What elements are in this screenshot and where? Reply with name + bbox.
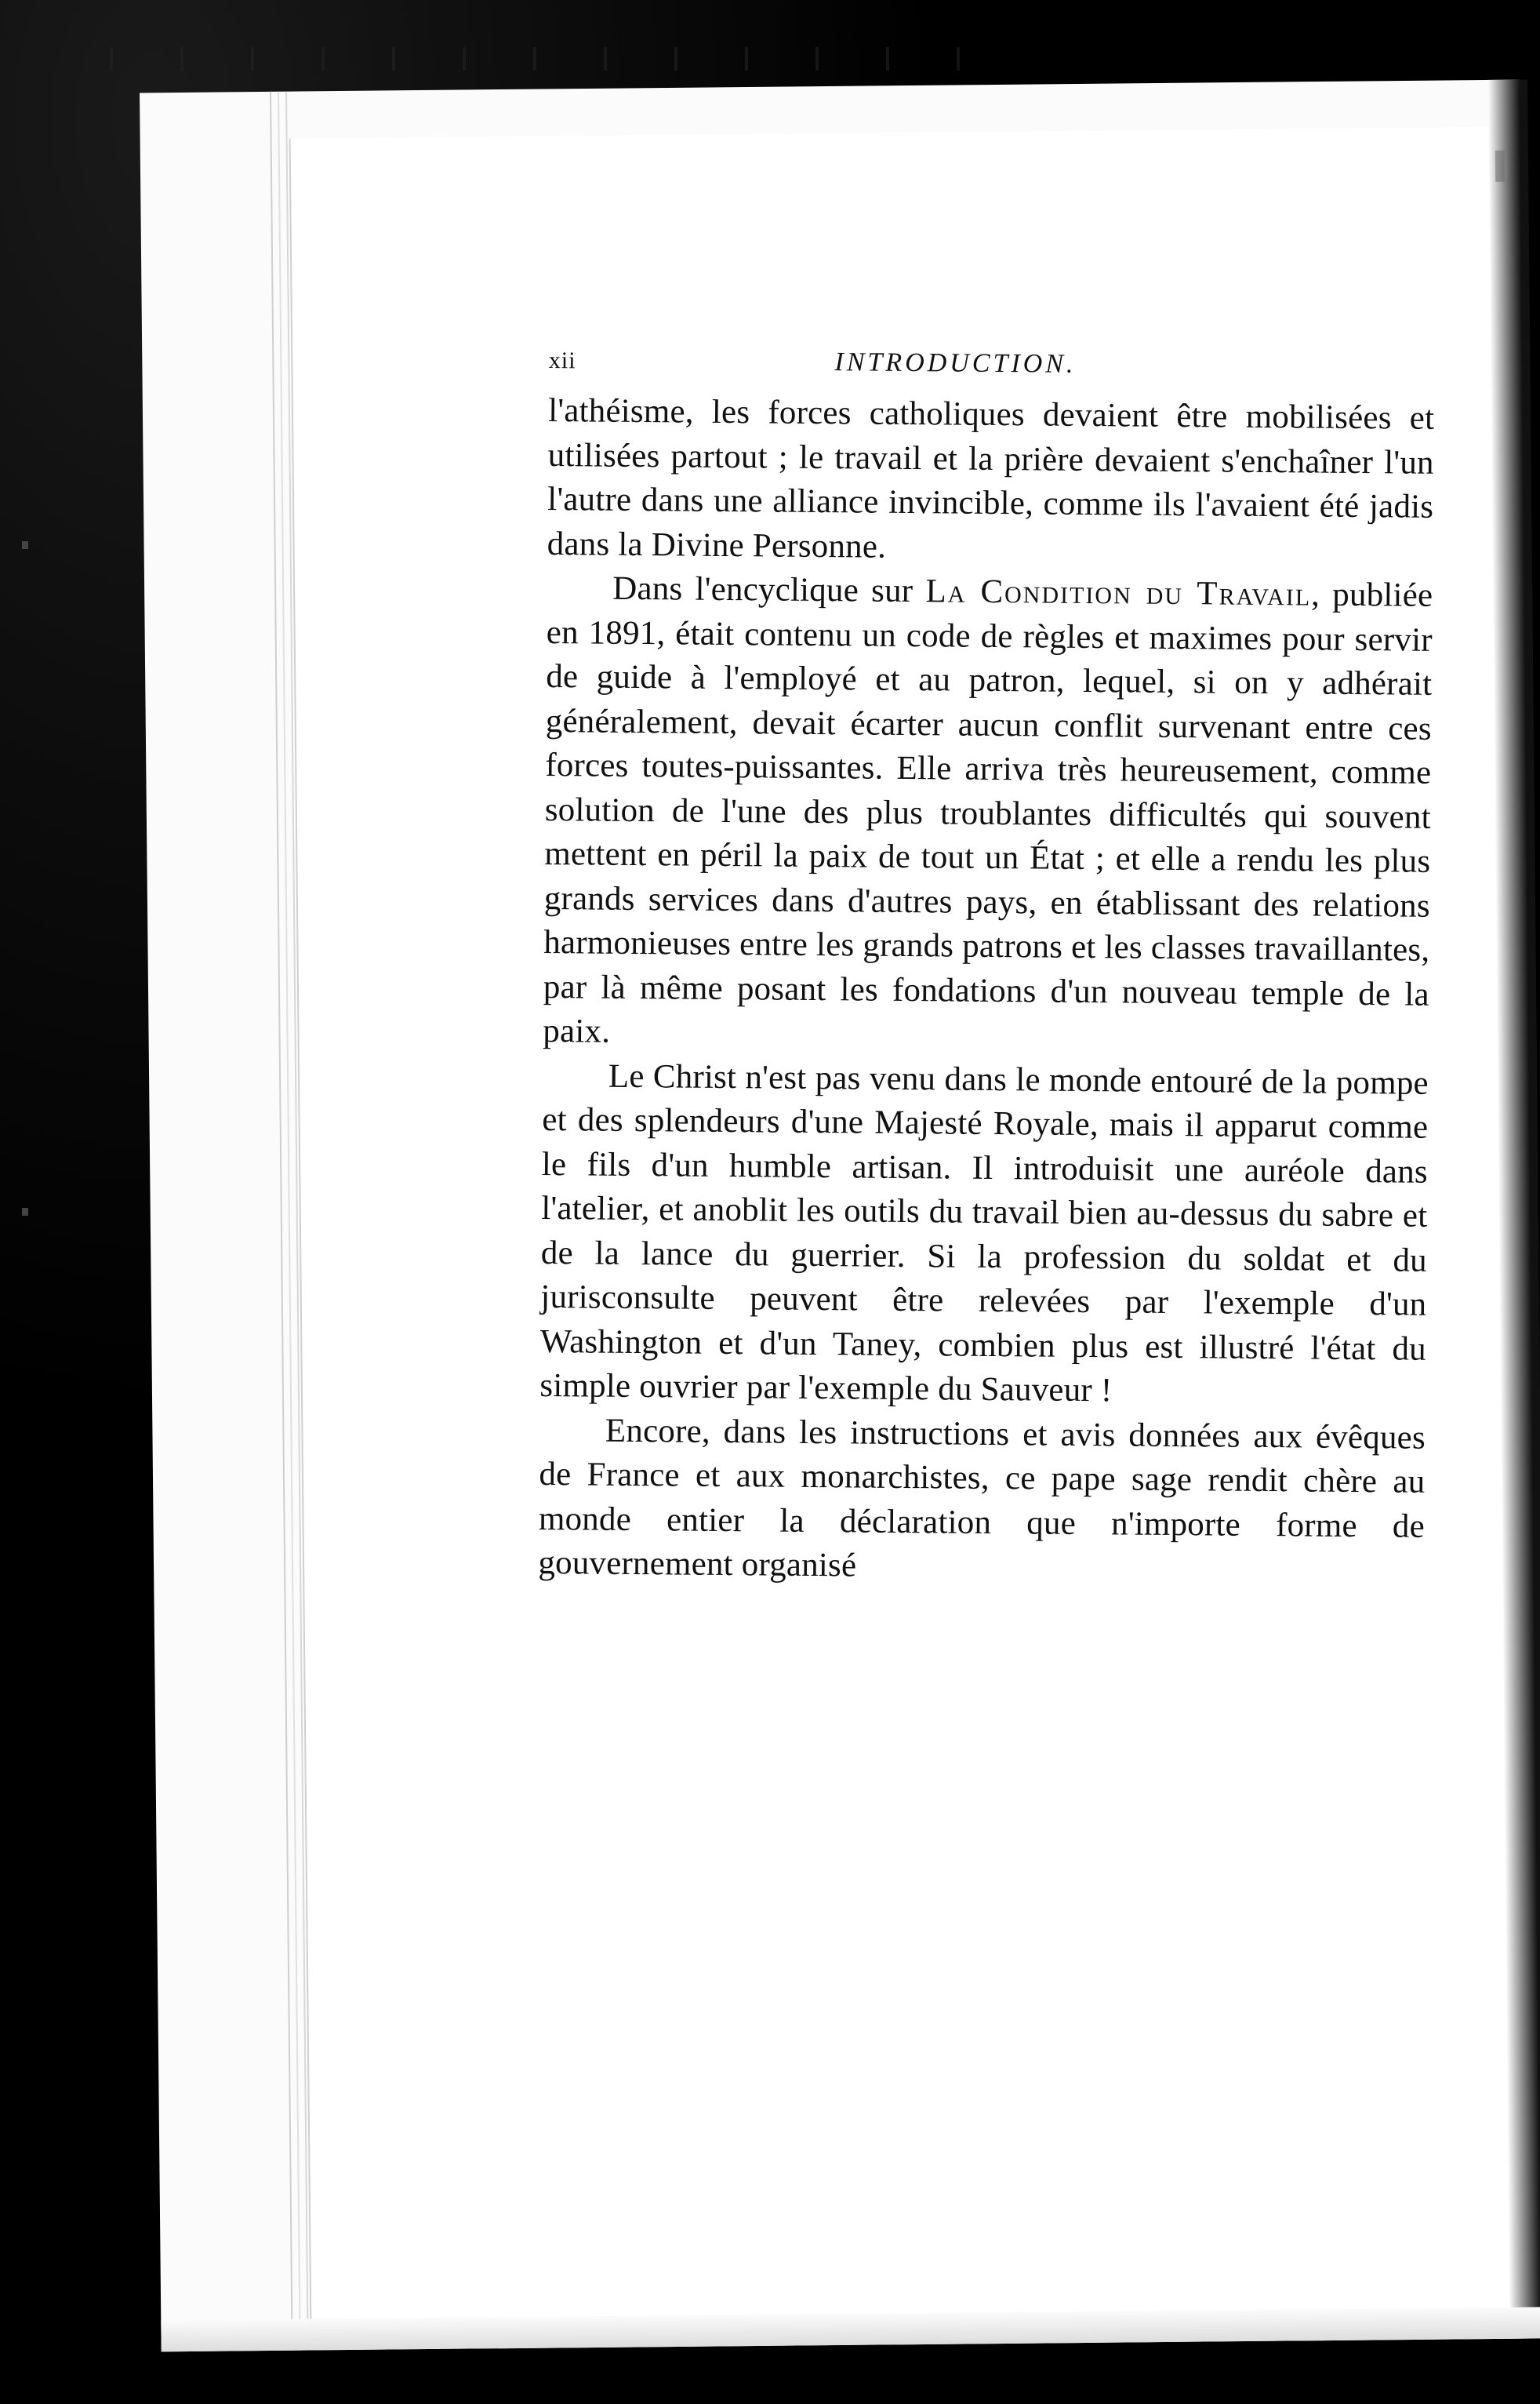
paragraph-text: Le Christ n'est pas venu dans le monde entouré de la pompe et des splendeurs d'une Majesté Royale, mais il apparut comme le fils d'un humble artisan. Il introduisit une auréole dans l'atelier, et anoblit les outils du travail bien au-dessus du sabre et de la lance du guerrier. Si la profession du soldat et du jurisconsulte peuvent être relevées par l'exemple d'un Washington et d'un Taney, combien plus est illustré l'état du simple ouvrier par l'exemple du Sauveur ! (539, 1057, 1429, 1409)
paragraph-text: Dans l'encyclique sur (612, 569, 926, 610)
paragraph-text: , publiée en 1891, était contenu un code de règles et maximes pour servir de guide à l'employé et au patron, lequel, si on y adhérait généralement, devait écarter aucun conflit survenant entre ces forces toutes-puissantes. Elle arriva très heureusement, comme solution de l'une des plus troublantes difficultés qui souvent mettent en péril la paix de tout un État ; et elle a rendu les plus grands services dans d'autres pays, en établissant des relations harmonieuses entre les grands patrons et les classes travaillantes, par là même posant les fondations d'un nouveau temple de la paix. (543, 576, 1433, 1050)
running-title: INTRODUCTION. (834, 347, 1077, 379)
paragraph (538, 1408, 1426, 1593)
scan-speck (22, 1208, 28, 1216)
paragraph (547, 389, 1435, 574)
paragraph-text: Encore, dans les instructions et avis données aux évêques de France et aux monarchistes, ce pape sage rendit chère au monde entier la déclaration que n'importe forme de gouvernement organisé (538, 1412, 1426, 1584)
paragraph (543, 566, 1433, 1061)
scan-speck (1495, 151, 1505, 182)
scan-noise (78, 47, 1019, 71)
text-column (538, 345, 1435, 1593)
page-number: xii (548, 347, 576, 374)
scan-speck (22, 541, 28, 549)
paragraph-text: l'athéisme, les forces catholiques devaient être mobilisées et utilisées partout ; le travail et la prière devaient s'enchaîner l'un l'autre dans une alliance invincible, comme ils l'avaient été jadis dans la Divine Personne. (547, 391, 1435, 566)
paragraph (539, 1053, 1429, 1416)
encyclical-title: La Condition du Travail (925, 573, 1312, 613)
